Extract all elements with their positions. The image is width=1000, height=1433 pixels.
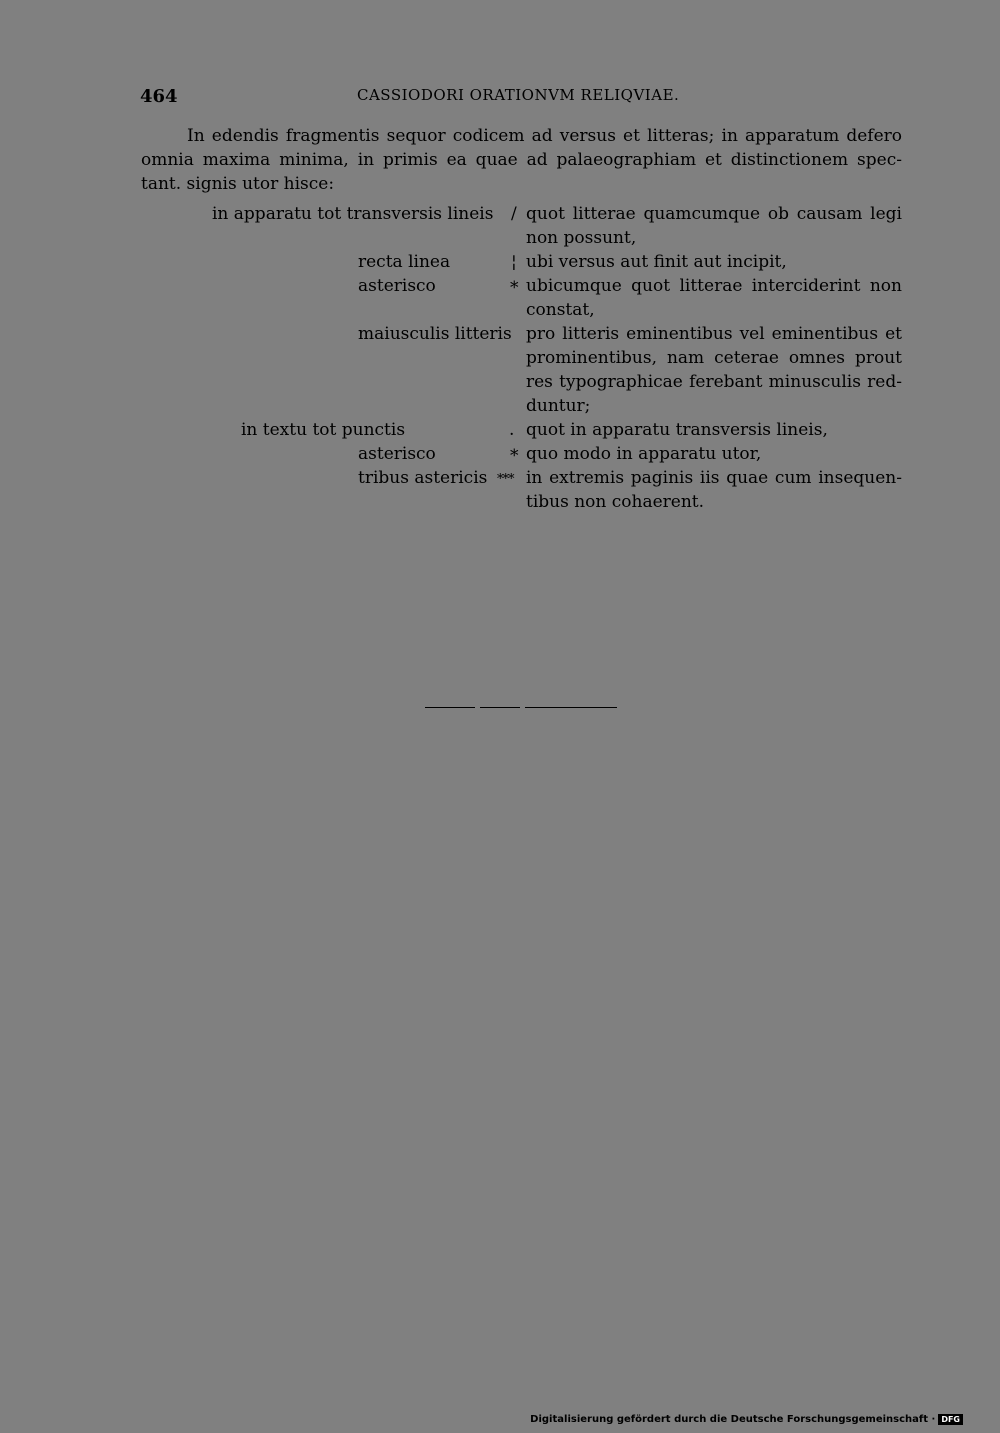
legend-description bbox=[526, 322, 902, 418]
end-rule-segment bbox=[425, 707, 475, 708]
desc-line: duntur; bbox=[526, 396, 591, 416]
intro-line: omnia maxima minima, in primis ea quae ad palaeographiam et distinctionem spec- bbox=[141, 150, 902, 170]
legend-label: asterisco bbox=[358, 276, 436, 296]
digitization-footer bbox=[530, 1414, 963, 1425]
legend-symbol: / bbox=[511, 204, 517, 224]
desc-line: res typographicae ferebant minusculis red- bbox=[526, 372, 902, 392]
dfg-logo: DFG bbox=[938, 1414, 963, 1425]
legend-symbol: . bbox=[509, 420, 515, 440]
legend-label: tribus astericis bbox=[358, 468, 488, 488]
desc-line: tibus non cohaerent. bbox=[526, 492, 705, 512]
legend-description bbox=[526, 442, 902, 466]
intro-line: tant. signis utor hisce: bbox=[141, 174, 335, 194]
footer-text: Digitalisierung gefördert durch die Deutsche Forschungsgemeinschaft · bbox=[530, 1414, 936, 1425]
legend-description bbox=[526, 274, 902, 322]
legend-description bbox=[526, 466, 902, 514]
page-number: 464 bbox=[140, 86, 178, 107]
desc-line: prominentibus, nam ceterae omnes prout bbox=[526, 348, 902, 368]
end-rule-segment bbox=[525, 707, 617, 708]
legend-description bbox=[526, 202, 902, 250]
desc-line: quot litterae quamcumque ob causam legi bbox=[526, 204, 902, 224]
intro-paragraph bbox=[141, 124, 902, 196]
desc-line: ubicumque quot litterae interciderint non bbox=[526, 276, 902, 296]
legend-symbol: *** bbox=[497, 472, 514, 487]
desc-line: constat, bbox=[526, 300, 595, 320]
desc-line: non possunt, bbox=[526, 228, 637, 248]
legend-description bbox=[526, 418, 902, 442]
desc-line: in extremis paginis iis quae cum insequen- bbox=[526, 468, 902, 488]
legend-heading-apparatus: in apparatu tot transversis lineis bbox=[212, 204, 494, 224]
legend-description bbox=[526, 250, 902, 274]
legend-symbol: * bbox=[510, 446, 519, 466]
legend-heading-textus: in textu tot punctis bbox=[241, 420, 406, 440]
end-rule-segment bbox=[480, 707, 520, 708]
legend-symbol: * bbox=[510, 278, 519, 298]
legend-label: recta linea bbox=[358, 252, 451, 272]
legend-label: asterisco bbox=[358, 444, 436, 464]
running-title: CASSIODORI ORATIONVM RELIQVIAE. bbox=[357, 86, 680, 104]
desc-line: quo modo in apparatu utor, bbox=[526, 444, 762, 464]
desc-line: quot in apparatu transversis lineis, bbox=[526, 420, 828, 440]
desc-line: pro litteris eminentibus vel eminentibus et bbox=[526, 324, 902, 344]
legend-symbol: ¦ bbox=[511, 252, 517, 272]
legend-label: maiusculis litteris bbox=[358, 324, 512, 344]
intro-line: In edendis fragmentis sequor codicem ad versus et litteras; in apparatum defero bbox=[187, 126, 902, 146]
desc-line: ubi versus aut finit aut incipit, bbox=[526, 252, 787, 272]
